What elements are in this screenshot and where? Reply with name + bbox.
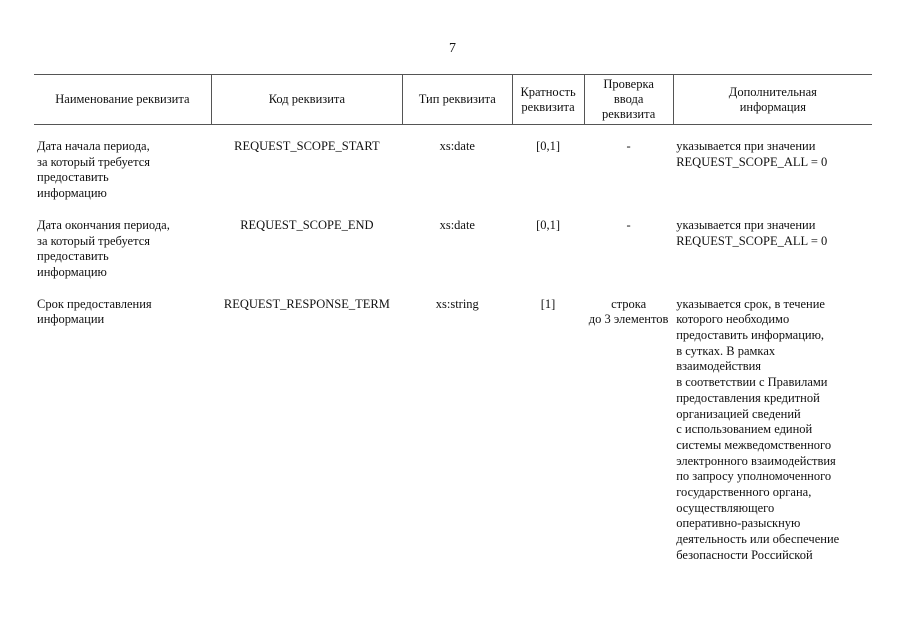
text-line: информации [37,312,105,327]
text-line: которого необходимо [676,312,790,327]
header-line: реквизита [521,99,575,114]
text-line: за который требуется [37,154,150,169]
cell-requisite-code: REQUEST_RESPONSE_TERM [223,296,390,311]
page-number: 7 [449,41,456,56]
header-requisite-type [403,75,513,125]
header-input-check [584,75,673,125]
header-line: информация [739,99,806,114]
cell-additional-info [673,297,872,564]
text-line: - [626,139,631,153]
text-line: REQUEST_SCOPE_ALL = 0 [676,233,828,248]
table-row [34,297,872,564]
text-line: в соответствии с Правилами [676,375,828,390]
cell-multiplicity: [0,1] [536,139,561,153]
text-line: с использованием единой [676,422,813,437]
text-line: системы межведомственного [676,437,832,452]
cell-requisite-name [34,297,211,564]
header-additional-info [673,75,872,125]
text-line: строка [611,296,647,311]
header-line: Код реквизита [268,92,346,106]
text-line: информацию [37,264,107,279]
text-line: предоставления кредитной [676,390,820,405]
cell-requisite-code: REQUEST_SCOPE_START [234,139,380,153]
text-line: безопасности Российской [676,547,813,562]
cell-requisite-name [34,218,211,297]
text-line: в сутках. В рамках [676,343,776,358]
table-row [34,218,872,297]
text-line: электронного взаимодействия [676,453,836,468]
cell-requisite-type: xs:date [439,217,475,232]
header-multiplicity [512,75,584,125]
text-line: до 3 элементов [588,312,669,327]
header-requisite-name [34,75,211,125]
text-line: деятельность или обеспечение [676,532,840,547]
text-line: Срок предоставления [37,296,152,311]
cell-requisite-type: xs:string [435,296,479,311]
text-line: организацией сведений [676,406,801,421]
cell-additional-info [673,218,872,297]
text-line: за который требуется [37,233,150,248]
table-row [34,125,872,218]
cell-input-check [584,218,673,297]
cell-input-check [584,125,673,218]
header-requisite-code [211,75,402,125]
header-line: Тип реквизита [418,92,496,106]
text-line: взаимодействия [676,359,762,374]
text-line: - [626,217,631,232]
text-line: осуществляющего [676,500,775,515]
header-line: Дополнительная [728,84,817,99]
cell-requisite-type: xs:date [439,139,475,153]
text-line: указывается при значении [676,139,816,153]
text-line: указывается при значении [676,217,816,232]
text-line: оперативно-разыскную [676,516,801,531]
cell-input-check [584,297,673,564]
header-line: Наименование реквизита [55,92,190,106]
cell-requisite-code: REQUEST_SCOPE_END [240,217,374,232]
cell-additional-info [673,125,872,218]
cell-multiplicity: [1] [540,296,556,311]
header-line: Кратность [520,84,576,99]
cell-requisite-name [34,125,211,218]
text-line: предоставить [37,249,109,264]
text-line: информацию [37,186,107,201]
text-line: Дата окончания периода, [37,217,170,232]
text-line: указывается срок, в течение [676,296,825,311]
requisites-table [34,74,872,564]
text-line: государственного органа, [676,485,812,500]
table-header-row [34,75,872,125]
header-line: Проверка ввода [603,77,654,106]
header-line: реквизита [601,107,656,121]
text-line: Дата начала периода, [37,139,150,153]
text-line: предоставить [37,170,109,185]
cell-multiplicity: [0,1] [536,217,561,232]
text-line: REQUEST_SCOPE_ALL = 0 [676,154,828,169]
text-line: предоставить информацию, [676,328,825,343]
text-line: по запросу уполномоченного [676,469,832,484]
